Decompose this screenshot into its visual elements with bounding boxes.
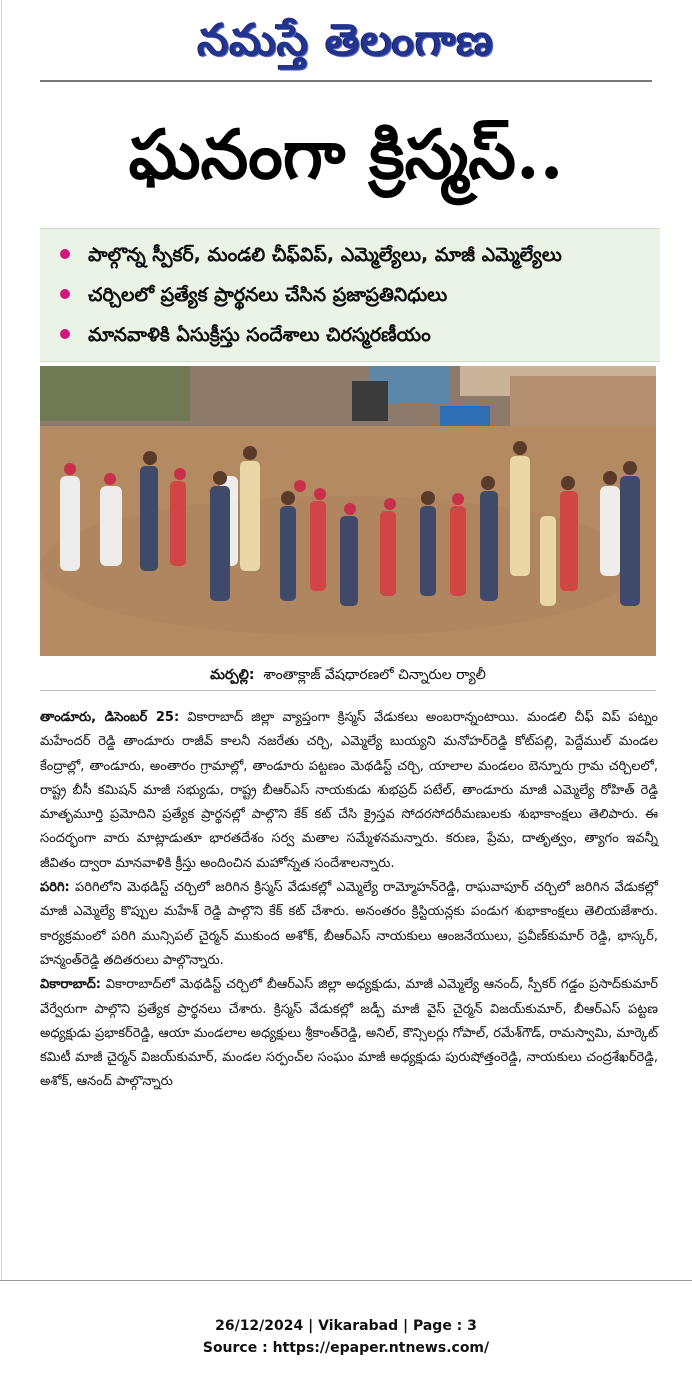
article-headline: ఘనంగా క్రిస్మస్.. [128, 115, 564, 195]
summary-bullet [60, 239, 562, 271]
bullet-dot-icon [60, 289, 70, 299]
caption-place: మర్పల్లి: [210, 667, 255, 683]
footer-edition-info: 26/12/2024 | Vikarabad | Page : 3 [215, 1318, 477, 1334]
paragraph-text: వికారాబాద్‌లో మెథడిస్ట్ చర్చిలో బీఆర్‌ఎస్ జిల్లా అధ్యక్షుడు, మాజీ ఎమ్మెల్యే ఆనంద్, స్పీకర్ గడ్డం ప్రసాద్‌కుమార్ వేర్వేరుగా పాల్గొని ప్రత్యేక ప్రార్థనలు చేశారు. క్రిస్మస్ వేడుకల్లో జడ్పీ మాజీ వైస్ చైర్మన్ విజయ్‌కుమార్, బీఆర్‌ఎస్ పట్టణ అధ్యక్షుడు ప్రభాకర్‌రెడ్డి, ఆయా మండలాల అధ్యక్షులు శ్రీకాంత్‌రెడ్డి, అనిల్, కౌన్సిలర్లు గోపాల్, రమేశ్‌గౌడ్, రామస్వామి, మార్కెట్ కమిటీ మాజీ చైర్మన్ విజయ్‌కుమార్, మండల సర్పంచ్‌ల సంఘం మాజీ అధ్యక్షుడు పురుషోత్తంరెడ్డి, నాయకులు చంద్రశేఖర్‌రెడ్డి, అశోక్, ఆనంద్ పాల్గొన్నారు [40, 977, 659, 1090]
caption-text: శాంతాక్లాజ్ వేషధారణలో చిన్నారుల ర్యాలీ [263, 667, 486, 683]
article-body [40, 706, 658, 1266]
bullet-dot-icon [60, 249, 70, 259]
page-footer [0, 1315, 692, 1359]
paragraph-dateline: పరిగి: [40, 880, 70, 896]
article-paragraph [40, 706, 658, 876]
photo-caption [40, 660, 656, 691]
paragraph-dateline: వికారాబాద్: [40, 977, 102, 993]
article-paragraph [40, 876, 658, 973]
summary-bullet [60, 319, 431, 351]
summary-bullets-box [40, 228, 660, 362]
summary-bullet-text: చర్చిలలో ప్రత్యేక ప్రార్థనలు చేసిన ప్రజాప్రతినిధులు [88, 284, 448, 306]
paragraph-text: వికారాబాద్ జిల్లా వ్యాప్తంగా క్రిస్మస్ వేడుకలు అంబరాన్నంటాయి. మండలి చీఫ్ విప్ పట్నం మహేందర్ రెడ్డి తాండూరు రాజీవ్ కాలనీ నజరేతు చర్చి, ఎమ్మెల్యే బుయ్యని మనోహర్‌రెడ్డి కోట్‌పల్లి, పెద్దేముల్ మండల కేంద్రాల్లో, తాండూరు, అంతారం గ్రామాల్లో, తాండూరు పట్టణం మెథడిస్ట్ చర్చి, యాలాల మండలం బెన్నూరు గ్రామ చర్చిలలో, రాష్ట్ర బీసీ కమిషన్ మాజీ సభ్యుడు, రాష్ట్ర బీఆర్‌ఎస్ నాయకుడు శుభప్రద్ పటేల్, తాండూరు మాజీ ఎమ్మెల్యే రోహిత్ రెడ్డి మాతృమూర్తి ప్రమోదిని ప్రత్యేక ప్రార్థనల్లో పాల్గొని కేక్ కట్ చేసి క్రైస్తవ సోదరసోదరీమణులకు శుభాకాంక్షలు తెలిపారు. ఈ సందర్భంగా వారు మాట్లాడుతూ భారతదేశం సర్వ మతాల సమ్మేళనమన్నారు. కరుణ, ప్రేమ, దాతృత్వం, త్యాగం ఇవన్నీ జీవితం ద్వారా మానవాళికి క్రీస్తు అందించిన మహోన్నత సందేశాలన్నారు. [40, 710, 659, 871]
summary-bullet [60, 279, 447, 311]
summary-bullet-text: మానవాళికి ఏసుక్రీస్తు సందేశాలు చిరస్మరణీయం [88, 324, 431, 346]
newspaper-masthead: నమస్తే తెలంగాణ [197, 15, 495, 66]
photo-illustration [40, 366, 656, 656]
summary-bullet-text: పాల్గొన్న స్పీకర్, మండలి చీఫ్‌విప్, ఎమ్మెల్యేలు, మాజీ ఎమ్మెల్యేలు [88, 244, 562, 266]
article-paragraph [40, 973, 658, 1094]
footer-divider [0, 1280, 692, 1281]
christmas-rally-photo [40, 366, 656, 656]
bullet-dot-icon [60, 329, 70, 339]
paragraph-dateline: తాండూరు, డిసెంబర్ 25: [40, 710, 180, 725]
paragraph-text: పరిగిలోని మెథడిస్ట్ చర్చిలో జరిగిన క్రిస్మస్ వేడుకల్లో ఎమ్మెల్యే రామ్మోహన్‌రెడ్డి, రాఘవాపూర్ చర్చిలో జరిగిన వేడుకల్లో మాజీ ఎమ్మెల్యే కొప్పుల మహేశ్ రెడ్డి పాల్గొని కేక్ కట్ చేశారు. అనంతరం క్రిస్టియన్లకు పండుగ శుభాకాంక్షలు తెలియజేశారు. కార్యక్రమంలో పరిగి మున్సిపల్ చైర్మన్ ముకుంద అశోక్, బీఆర్‌ఎస్ నాయకులు ఆంజనేయులు, ప్రవీణ్‌కుమార్ రెడ్డి, భాస్కర్, హన్మంత్‌రెడ్డి తదితరులు పాల్గొన్నారు. [40, 880, 658, 968]
page-edge-rule [1, 0, 2, 1280]
footer-source-link[interactable]: Source : https://epaper.ntnews.com/ [202, 1340, 490, 1356]
masthead-divider [40, 80, 652, 82]
